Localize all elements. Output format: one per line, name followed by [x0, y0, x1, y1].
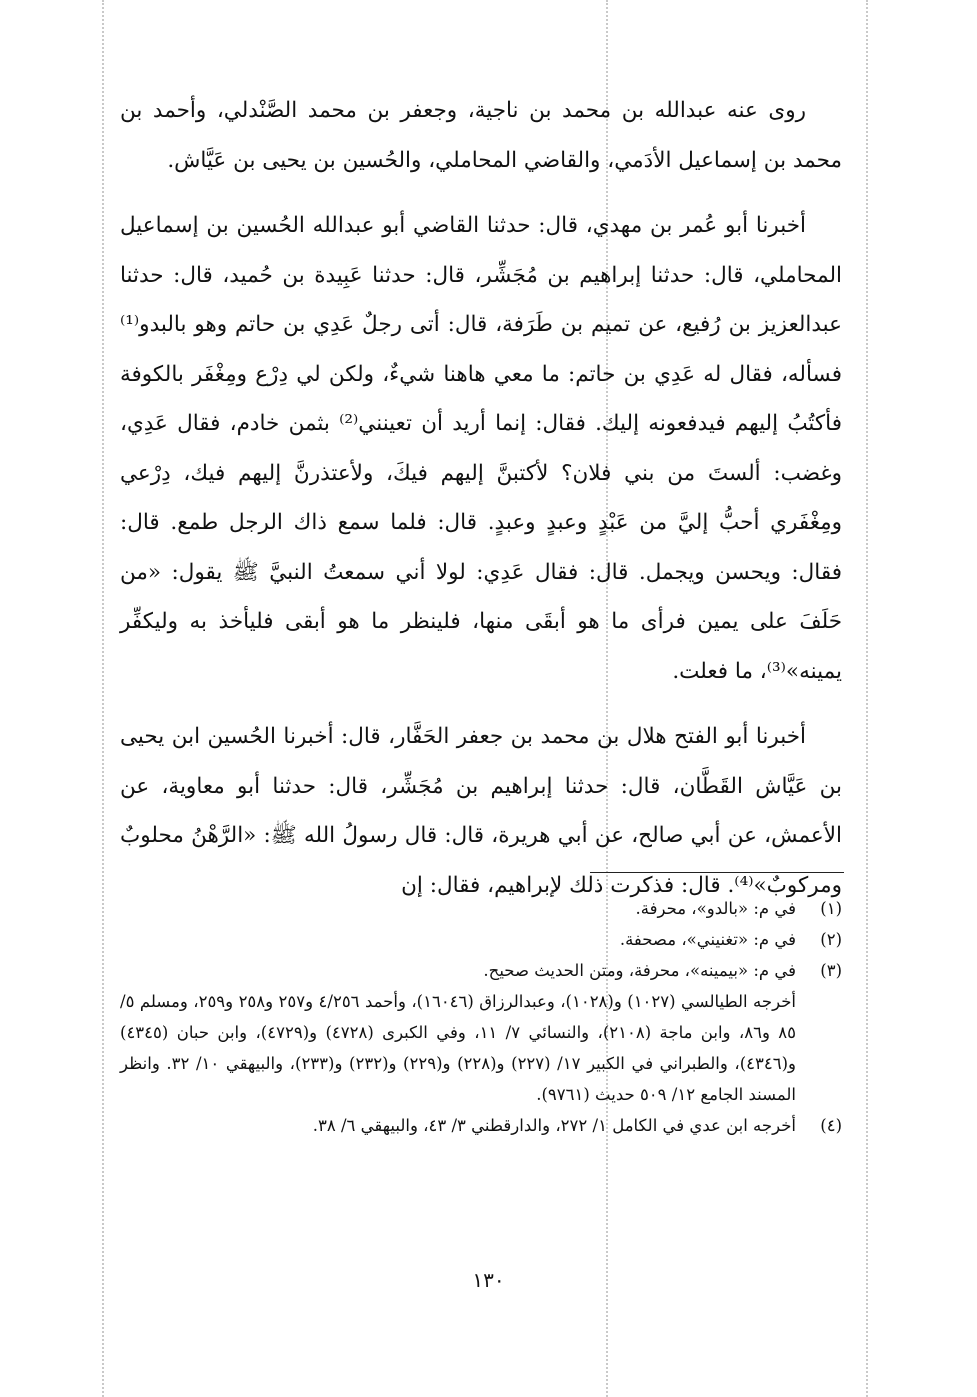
margin-dotted-line — [866, 0, 868, 1397]
margin-dotted-line — [102, 0, 104, 1397]
paragraph: أخبرنا أبو عُمر بن مهدي، قال: حدثنا القاضي أبو عبدالله الحُسين بن إسماعيل المحاملي، قال: حدثنا إبراهيم بن مُجَشِّر، قال: حدثنا عَبِيدة بن حُميد، قال: حدثنا عبدالعزيز بن رُفيع، عن تميم بن طَرَفة، قال: أتى رجلٌ عَدِي بن حاتم وهو بالبدو⁽¹⁾ فسأله، فقال له عَدِي بن حاتم: ما معي هاهنا شيءٌ، ولكن لي دِرْع ومِغْفَر بالكوفة فأكتُبُ إليهم فيدفعونه إليك. فقال: إنما أريد أن تعينني⁽²⁾ بثمن خادم، فقال عَدِي، وغضب: ألستَ من بني فلان؟ لأكتبنَّ إليهم فيكَ، ولأعتذرنَّ إليهم فيك، دِرْعي ومِغْفَري أحبُّ إليَّ من عَبْدٍ وعبدٍ وعبدٍ. قال: فلما سمع ذاك الرجل طمع. قال: فقال: ويحسن ويجمل. قال: فقال عَدِي: لولا أني سمعتُ النبيَّ ﷺ يقول: «من حَلَفَ على يمين فرأى ما هو أبقَى منها، فلينظر ما هو أبقى فليأخذ به وليكفِّر يمينه»⁽³⁾، ما فعلت. — [120, 213, 842, 684]
footnote-number: (٤) — [820, 1116, 842, 1135]
main-text — [120, 86, 842, 910]
page-number: ١٣٠ — [472, 1268, 505, 1292]
footnote — [120, 1110, 842, 1141]
paragraph: روى عنه عبدالله بن محمد بن ناجية، وجعفر بن محمد الصَّنْدلي، وأحمد بن محمد بن إسماعيل الأدَمي، والقاضي المحاملي، والحُسين بن يحيى بن عَيَّاش. — [120, 98, 842, 173]
footnote-number: (٣) — [820, 961, 842, 980]
footnote — [120, 955, 842, 1110]
footnote-number: (٢) — [820, 930, 842, 949]
paragraph: أخبرنا أبو الفتح هلال بن محمد بن جعفر الحَفَّار، قال: أخبرنا الحُسين ابن يحيى بن عَيَّاش القَطَّان، قال: حدثنا إبراهيم بن مُجَشِّر، قال: حدثنا أبو معاوية، عن الأعمش، عن أبي صالح، عن أبي هريرة، قال: قال رسولُ الله ﷺ: «الرَّهْنُ محلوبٌ ومركوبٌ»⁽⁴⁾. قال: فذكرت ذلك لإبراهيم، فقال: إن — [120, 724, 842, 898]
footnotes — [120, 893, 842, 1141]
footnote-text: أخرجه ابن عدي في الكامل ١/ ٢٧٢، والدارقطني ٣/ ٤٣، والبيهقي ٦/ ٣٨. — [312, 1116, 796, 1135]
footnote-number: (١) — [820, 899, 842, 918]
footnote-text: في م: «بالدو»، محرفة. — [635, 899, 796, 918]
footnote-text: أخرجه الطيالسي (١٠٢٧) و(١٠٢٨)، وعبدالرزاق (١٦٠٤٦)، وأحمد ٤/٢٥٦ و٢٥٧ و٢٥٨ و٢٥٩، ومسلم ٥/ ٨٥ و٨٦، وابن ماجة (٢١٠٨)، والنسائي ٧/ ١١، وفي الكبرى (٤٧٢٨) و(٤٧٢٩)، وابن حبان (٤٣٤٥) و(٤٣٤٦)، والطبراني في الكبير ١٧/ (٢٢٧) و(٢٢٨) و(٢٢٩) و(٢٣٢) و(٢٣٣)، والبيهقي ١٠/ ٣٢. وانظر المسند الجامع ١٢/ ٥٠٩ حديث (٩٧٦١). — [120, 992, 797, 1104]
footnote-text: في م: «تغنيني»، مصحفة. — [619, 930, 796, 949]
footnote-text: في م: «بيمينه»، محرفة، ومتن الحديث صحيح. — [483, 961, 796, 980]
footnote — [120, 893, 842, 924]
footnote-separator — [590, 872, 844, 873]
footnote — [120, 924, 842, 955]
